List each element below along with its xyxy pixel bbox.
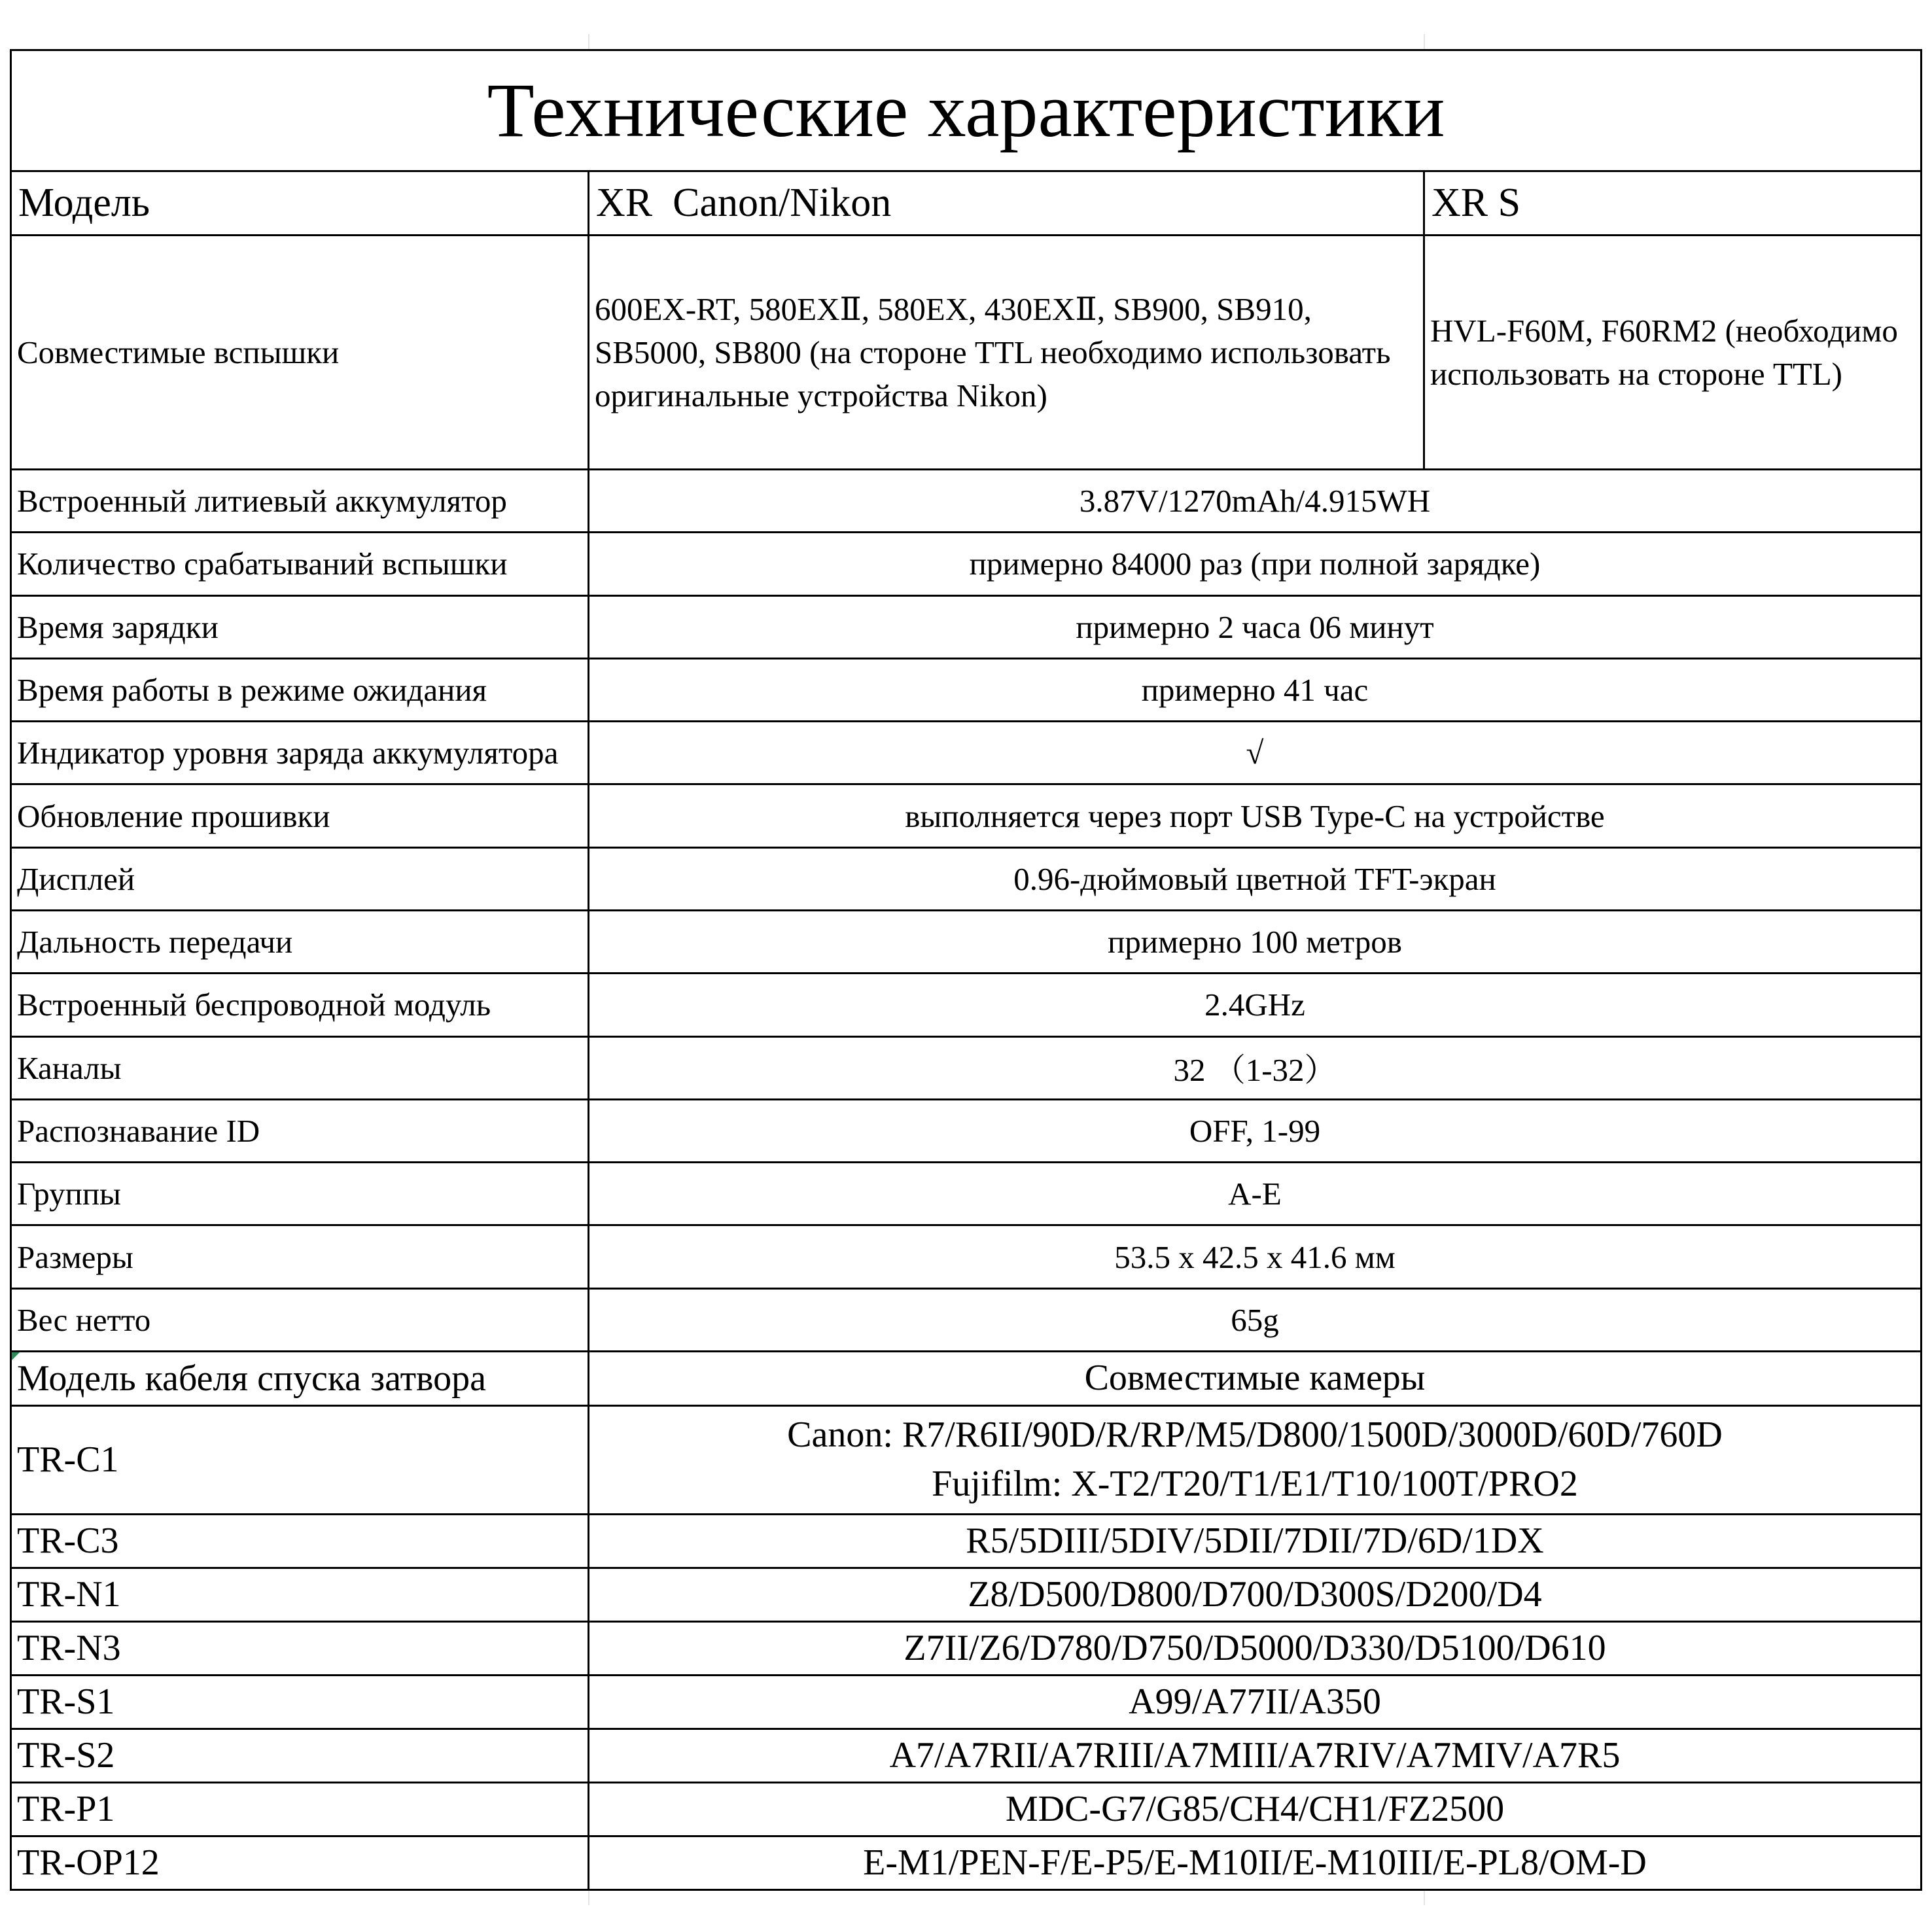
cable-cameras xyxy=(589,1515,1922,1569)
cable-cameras xyxy=(589,1569,1922,1623)
cable-cameras-line: Z7II/Z6/D780/D750/D5000/D330/D5100/D610 xyxy=(904,1627,1606,1668)
spec-value: примерно 84000 раз (при полной зарядке) xyxy=(589,533,1922,596)
compat-xr xyxy=(589,236,1425,470)
cable-cameras-line: Canon: R7/R6II/90D/R/RP/M5/D800/1500D/3000D/60D/760D xyxy=(787,1414,1723,1456)
cable-header-label: Модель кабеля спуска затвора xyxy=(12,1352,589,1407)
spec-label: Распознавание ID xyxy=(12,1100,589,1163)
compat-label: Совместимые вспышки xyxy=(12,236,589,470)
spec-label: Встроенный беспроводной модуль xyxy=(12,974,589,1037)
cable-cameras xyxy=(589,1730,1922,1783)
compat-xr-s xyxy=(1425,236,1922,470)
cable-cameras xyxy=(589,1837,1922,1891)
cable-model: TR-C1 xyxy=(12,1407,589,1515)
spec-label: Количество срабатываний вспышки xyxy=(12,533,589,596)
cable-cameras-line: A99/A77II/A350 xyxy=(1129,1681,1381,1722)
cable-model: TR-N3 xyxy=(12,1623,589,1676)
spec-label: Вес нетто xyxy=(12,1290,589,1352)
model-xr: XR Canon/Nikon xyxy=(589,172,1425,236)
compat-xr-s-line: использовать на стороне TTL) xyxy=(1430,355,1842,392)
cable-header-value xyxy=(589,1352,1922,1407)
spec-label: Дисплей xyxy=(12,849,589,911)
spec-value: 3.87V/1270mAh/4.915WH xyxy=(589,470,1922,533)
spec-value: примерно 2 часа 06 минут xyxy=(589,597,1922,659)
gridline-bottom-1 xyxy=(588,1891,589,1905)
cable-model: TR-S2 xyxy=(12,1730,589,1783)
compat-xr-line: 600EX-RT, 580EXⅡ, 580EX, 430EXⅡ, SB900, SB910, xyxy=(595,290,1312,327)
cable-model: TR-C3 xyxy=(12,1515,589,1569)
gridline-top-1 xyxy=(588,34,589,49)
cable-cameras-line: R5/5DIII/5DIV/5DII/7DII/7D/6D/1DX xyxy=(966,1520,1544,1561)
gridline-top-2 xyxy=(1424,34,1425,49)
cable-cameras-line: MDC-G7/G85/CH4/CH1/FZ2500 xyxy=(1005,1788,1505,1829)
cable-model: TR-S1 xyxy=(12,1676,589,1730)
spec-value: примерно 100 метров xyxy=(589,911,1922,974)
spec-label: Обновление прошивки xyxy=(12,785,589,848)
spec-label: Каналы xyxy=(12,1038,589,1100)
compat-xr-line: SB5000, SB800 (на стороне TTL необходимо использовать xyxy=(595,334,1391,370)
gridline-bottom-2 xyxy=(1424,1891,1425,1905)
cable-cameras-line: A7/A7RII/A7RIII/A7MIII/A7RIV/A7MIV/A7R5 xyxy=(889,1734,1621,1776)
spec-value: 0.96-дюймовый цветной TFT-экран xyxy=(589,849,1922,911)
cable-model: TR-OP12 xyxy=(12,1837,589,1891)
spec-value: примерно 41 час xyxy=(589,659,1922,722)
spec-value: 32 （1-32） xyxy=(589,1038,1922,1100)
model-label: Модель xyxy=(12,172,589,236)
spec-label: Время зарядки xyxy=(12,597,589,659)
compat-xr-line: оригинальные устройства Nikon) xyxy=(595,377,1047,413)
spec-label: Дальность передачи xyxy=(12,911,589,974)
spec-value: 2.4GHz xyxy=(589,974,1922,1037)
cable-cameras xyxy=(589,1676,1922,1730)
cable-cameras xyxy=(589,1623,1922,1676)
spec-label: Встроенный литиевый аккумулятор xyxy=(12,470,589,533)
cable-model: TR-N1 xyxy=(12,1569,589,1623)
compat-xr-s-line: HVL-F60M, F60RM2 (необходимо xyxy=(1430,312,1898,349)
model-xr-s: XR S xyxy=(1425,172,1922,236)
spec-label: Размеры xyxy=(12,1226,589,1289)
cable-model: TR-P1 xyxy=(12,1783,589,1837)
spec-label: Группы xyxy=(12,1163,589,1226)
cell-indicator-icon xyxy=(12,1352,20,1360)
cable-header-value-text: Совместимые камеры xyxy=(1084,1358,1426,1399)
table-title: Технические характеристики xyxy=(12,51,1922,172)
cable-cameras xyxy=(589,1783,1922,1837)
spec-value: 65g xyxy=(589,1290,1922,1352)
spec-label: Время работы в режиме ожидания xyxy=(12,659,589,722)
spec-value: 53.5 x 42.5 x 41.6 мм xyxy=(589,1226,1922,1289)
cable-cameras xyxy=(589,1407,1922,1515)
cable-cameras-line: Z8/D500/D800/D700/D300S/D200/D4 xyxy=(968,1573,1542,1615)
spec-value: OFF, 1-99 xyxy=(589,1100,1922,1163)
spec-label: Индикатор уровня заряда аккумулятора xyxy=(12,722,589,785)
spec-table xyxy=(10,49,1922,1891)
spec-value: A-E xyxy=(589,1163,1922,1226)
cable-cameras-line: Fujifilm: X-T2/T20/T1/E1/T10/100T/PRO2 xyxy=(932,1464,1578,1505)
spec-value: √ xyxy=(589,722,1922,785)
cable-cameras-line: E-M1/PEN-F/E-P5/E-M10II/E-M10III/E-PL8/OM-D xyxy=(863,1842,1647,1883)
spec-value: выполняется через порт USB Type-C на устройстве xyxy=(589,785,1922,848)
